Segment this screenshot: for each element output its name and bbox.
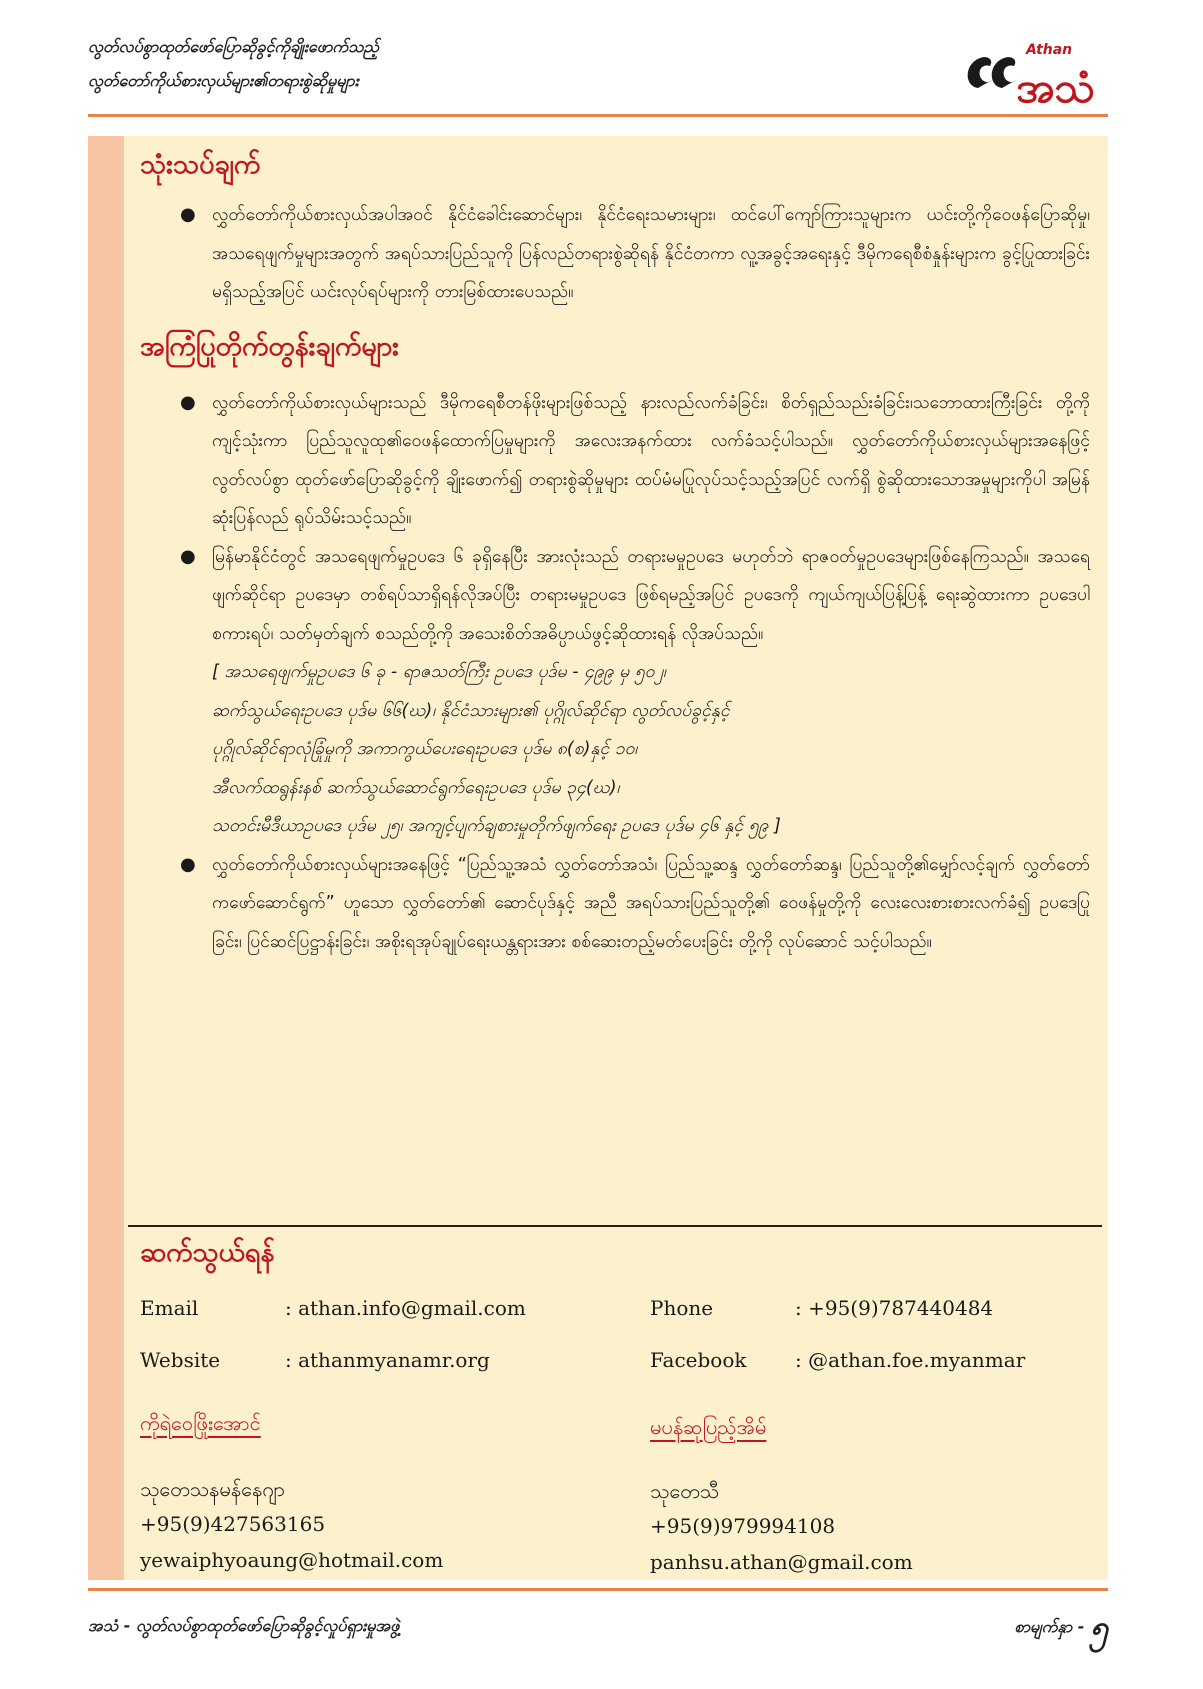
bullet-icon: ● (180, 545, 196, 567)
facebook-row (650, 1348, 1025, 1378)
contact-person-phone: +95(9)979994108 (650, 1514, 836, 1538)
contact-person-role: သုတေသနမန်နေဂျာ (140, 1477, 286, 1501)
conclusion-list (140, 196, 1090, 312)
law-references (212, 653, 1090, 846)
header-rule (88, 114, 1108, 117)
athan-logo (958, 30, 1108, 116)
panel-inner (140, 136, 1090, 961)
bullet-icon: ● (180, 204, 196, 225)
facebook-label: Facebook (650, 1348, 747, 1372)
footer-rule (88, 1588, 1108, 1591)
contact-person-name: ကိုရဲဝေဖြိုးအောင် (140, 1411, 261, 1435)
law-reference-line: [ အသရေဖျက်မှုဥပဒေ ၆ ခု - ရာဇသတ်ကြီး ဥပဒေ ပုဒ်မ - ၄၉၉ မှ ၅၀၂၊ (212, 662, 666, 682)
list-item (140, 384, 1090, 538)
content-panel (88, 136, 1108, 1580)
law-reference-line: အီလက်ထရွန်းနစ် ဆက်သွယ်ဆောင်ရွက်ရေးဥပဒေ ပုဒ်မ ၃၄(ဃ)၊ (212, 777, 620, 798)
bullet-icon: ● (180, 391, 196, 413)
header-title (88, 30, 888, 98)
panel-side-bar (88, 136, 124, 1580)
phone-value: : +95(9)787440484 (795, 1296, 994, 1320)
contact-person-email[interactable]: panhsu.athan@gmail.com (650, 1550, 913, 1574)
page-label: စာမျက်နှာ - (1014, 1617, 1085, 1636)
recommendations-list (140, 384, 1090, 962)
website-label: Website (140, 1348, 221, 1372)
list-item (140, 846, 1090, 962)
law-reference-line: သတင်းမီဒီယာဥပဒေ ပုဒ်မ ၂၅၊ အကျင့်ပျက်ချစားမှုတိုက်ဖျက်ရေး ဥပဒေ ပုဒ်မ ၄၆ နှင့် ၅၉ ] (212, 816, 781, 836)
page-number-value: ၅ (1090, 1608, 1108, 1646)
list-item (140, 196, 1090, 312)
email-row (140, 1296, 526, 1326)
conclusion-point-1: လွှတ်တော်ကိုယ်စားလှယ်အပါအဝင် နိုင်ငံခေါင်းဆောင်များ၊ နိုင်ငံရေးသမားများ၊ ထင်ပေါ်ကျော်ကြားသူများက ယင်းတို့ကိုဝေဖန်ပြောဆိုမှု၊ အသရေဖျက်မှုများအတွက် အရပ်သားပြည်သူကို ပြန်လည်တရားစွဲဆိုရန် နိုင်ငံတကာ လူ့အခွင့်အရေးနှင့် ဒီမိုကရေစီစံနှုန်းများက ခွင့်ပြုထားခြင်း မရှိသည့်အပြင် ယင်းလုပ်ရပ်များကို တားမြစ်ထားပေသည်။ (212, 205, 1090, 302)
contact-person-phone: +95(9)427563165 (140, 1512, 326, 1536)
contact-divider (128, 1225, 1102, 1227)
facebook-link[interactable]: : @athan.foe.myanmar (795, 1348, 1026, 1372)
svg-text:Athan: Athan (1026, 42, 1073, 58)
conclusion-heading: သုံးသပ်ချက် (140, 149, 261, 180)
contact-heading: ဆက်သွယ်ရန် (140, 1237, 275, 1268)
bullet-icon: ● (180, 853, 196, 875)
recommendations-heading: အကြံပြုတိုက်တွန်းချက်များ (140, 330, 400, 362)
recommendation-point-3: လွှတ်တော်ကိုယ်စားလှယ်များအနေဖြင့် “ပြည်သူ့အသံ လွှတ်တော်အသံ၊ ပြည်သူ့ဆန္ဒ လွှတ်တော်ဆန္ဒ၊ ပြည်သူတို့၏မျှော်လင့်ချက် လွှတ်တော်ကဖော်ဆောင်ရွက်” ဟူသော လွှတ်တော်၏ ဆောင်ပုဒ်နှင့် အညီ အရပ်သားပြည်သူတို့၏ ဝေဖန်မှုတို့ကို လေးလေးစားစားလက်ခံ၍ ဥပဒေပြုခြင်း၊ ပြင်ဆင်ပြဋ္ဌာန်းခြင်း၊ အစိုးရအုပ်ချုပ်ရေးယန္တရားအား စစ်ဆေးတည့်မတ်ပေးခြင်း တို့ကို လုပ်ဆောင် သင့်ပါသည်။ (212, 854, 1090, 952)
list-item (140, 538, 1090, 846)
page-number (1014, 1606, 1108, 1654)
website-row (140, 1348, 490, 1378)
footer-organization: အသံ - လွတ်လပ်စွာထုတ်ဖော်ပြောဆိုခွင့်လှုပ်ရှားမှုအဖွဲ့ (88, 1616, 400, 1635)
page-header (88, 30, 1108, 116)
website-link[interactable]: : athanmyanamr.org (285, 1348, 490, 1372)
recommendation-point-1: လွှတ်တော်ကိုယ်စားလှယ်များသည် ဒီမိုကရေစီတန်ဖိုးများဖြစ်သည့် နားလည်လက်ခံခြင်း၊ စိတ်ရှည်သည်းခံခြင်း၊သဘောထားကြီးခြင်း တို့ကိုကျင့်သုံးကာ ပြည်သူလူထု၏ဝေဖန်ထောက်ပြမှုများကို အလေးအနက်ထား လက်ခံသင့်ပါသည်။ လွှတ်တော်ကိုယ်စားလှယ်များအနေဖြင့် လွတ်လပ်စွာ ထုတ်ဖော်ပြောဆိုခွင့်ကို ချိုးဖောက်၍ တရားစွဲဆိုမှုများ ထပ်မံမပြုလုပ်သင့်သည့်အပြင် လက်ရှိ စွဲဆိုထားသောအမှုများကိုပါ အမြန်ဆုံးပြန်လည် ရုပ်သိမ်းသင့်သည်။ (212, 392, 1090, 528)
recommendation-point-2: မြန်မာနိုင်ငံတွင် အသရေဖျက်မှုဥပဒေ ၆ ခုရှိနေပြီး အားလုံးသည် တရားမမှုဥပဒေ မဟုတ်ဘဲ ရာဇဝတ်မှုဥပဒေများဖြစ်နေကြသည်။ အသရေဖျက်ဆိုင်ရာ ဥပဒေမှာ တစ်ရပ်သာရှိရန်လိုအပ်ပြီး တရားမမှုဥပဒေ ဖြစ်ရမည့်အပြင် ဥပဒေကို ကျယ်ကျယ်ပြန့်ပြန့် ရေးဆွဲထားကာ ဥပဒေပါ စကားရပ်၊ သတ်မှတ်ချက် စသည်တို့ကို အသေးစိတ်အဓိပ္ပာယ်ဖွင့်ဆိုထားရန် လိုအပ်သည်။ (212, 546, 1090, 644)
contact-person-role: သုတေသီ (650, 1479, 720, 1503)
phone-label: Phone (650, 1296, 714, 1320)
contact-person-email[interactable]: yewaiphyoaung@hotmail.com (140, 1548, 444, 1572)
law-reference-line: ပုဂ္ဂိုလ်ဆိုင်ရာလုံခြုံမှုကို အကာကွယ်ပေးရေးဥပဒေ ပုဒ်မ ၈(စ)နှင့် ၁၀၊ (212, 739, 638, 759)
svg-text:အသံ: အသံ (1016, 63, 1096, 112)
contact-person-name: မပန်ဆုပြည့်အိမ် (650, 1415, 767, 1439)
header-title-line1: လွတ်လပ်စွာထုတ်ဖော်ပြောဆိုခွင့်ကိုချိုးဖောက်သည့် (88, 37, 380, 56)
header-title-line2: လွတ်တော်ကိုယ်စားလှယ်များ၏တရားစွဲဆိုမှုများ (88, 71, 359, 90)
email-label: Email (140, 1296, 199, 1320)
law-reference-line: ဆက်သွယ်ရေးဥပဒေ ပုဒ်မ ၆၆(ဃ)၊ နိုင်ငံသားများ၏ ပုဂ္ဂိုလ်ဆိုင်ရာ လွတ်လပ်ခွင့်နှင့် (212, 700, 730, 721)
email-link[interactable]: : athan.info@gmail.com (285, 1296, 526, 1320)
phone-row (650, 1296, 993, 1326)
